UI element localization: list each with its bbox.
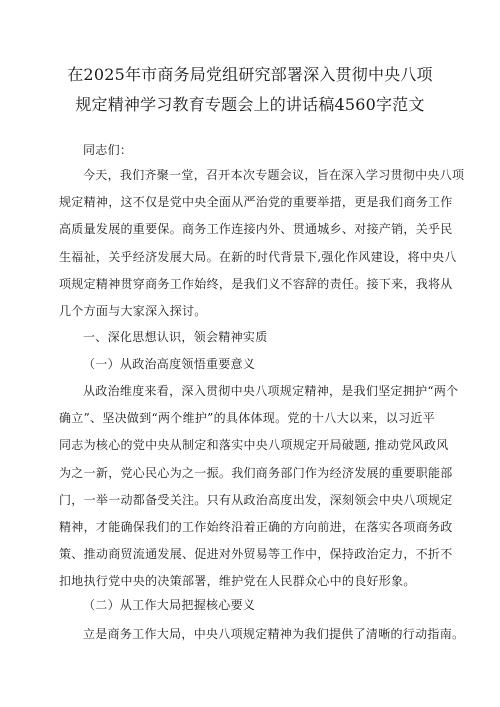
paragraph-line: 确立”、坚决做到“两个维护”的具体体现。党的十八大以来，以习近平: [59, 411, 436, 426]
document-title-line-2: 规定精神学习教育专题会上的讲话稿4560字范文: [75, 95, 425, 114]
paragraph-line: 生福祉，关乎经济发展大局。在新的时代背景下,强化作风建设，将中央八: [59, 249, 457, 264]
paragraph-line: 同志为核心的党中央从制定和落实中央八项规定开局破题, 推动党风政风: [59, 438, 449, 453]
subsection-heading-text: （二）从工作大局把握核心要义: [83, 598, 256, 612]
paragraph-line: 立是商务工作大局，中央八项规定精神为我们提供了清晰的行动指南。: [83, 627, 465, 641]
subsection-heading-2: [59, 592, 443, 619]
paragraph-line: 精神，才能确保我们的工作始终沿着正确的方向前进，在落实各项商务政: [59, 520, 453, 535]
paragraph-line: 从政治维度来看，深入贯彻中央八项规定精神，是我们坚定拥护“两个: [83, 384, 459, 398]
section-heading-1: [59, 324, 443, 351]
subsection-heading-1: [59, 351, 443, 378]
paragraph-line: 规定精神，这不仅是党中央全面从严治党的重要举措，更是我们商务工作: [59, 195, 453, 210]
paragraph-line: 项规定精神贯穿商务工作始终，是我们义不容辞的责任。接下来，我将从: [59, 276, 453, 291]
paragraph-line: 高质量发展的重要保。商务工作连接内外、贯通城乡、对接产销，关乎民: [59, 222, 453, 237]
salutation-text: 同志们：: [83, 143, 133, 157]
paragraph-political: [59, 378, 459, 596]
paragraph-line: 今天，我们齐聚一堂，召开本次专题会议，旨在深入学习贯彻中央八项: [83, 168, 465, 182]
document-title-line-1: 在2025年市商务局党组研究部署深入贯彻中央八项: [67, 65, 433, 84]
paragraph-line: 门，一举一动都备受关注。只有从政治高度出发，深刻领会中央八项规定: [59, 492, 453, 507]
paragraph-line: 扣地执行党中央的决策部署，维护党在人民群众心中的良好形象。: [59, 574, 416, 589]
paragraph-line: 几个方面与大家深入探讨。: [59, 304, 207, 319]
paragraph-intro: [59, 162, 465, 325]
section-heading-text: 一、深化思想认识，领会精神实质: [83, 330, 268, 344]
paragraph-overall: [59, 621, 465, 648]
salutation: [59, 137, 443, 164]
paragraph-line: 为之一新，党心民心为之一振。我们商务部门作为经济发展的重要职能部: [59, 465, 453, 480]
paragraph-line: 策、推动商贸流通发展、促进对外贸易等工作中，保持政治定力，不折不: [59, 547, 453, 562]
subsection-heading-text: （一）从政治高度领悟重要意义: [83, 357, 256, 371]
